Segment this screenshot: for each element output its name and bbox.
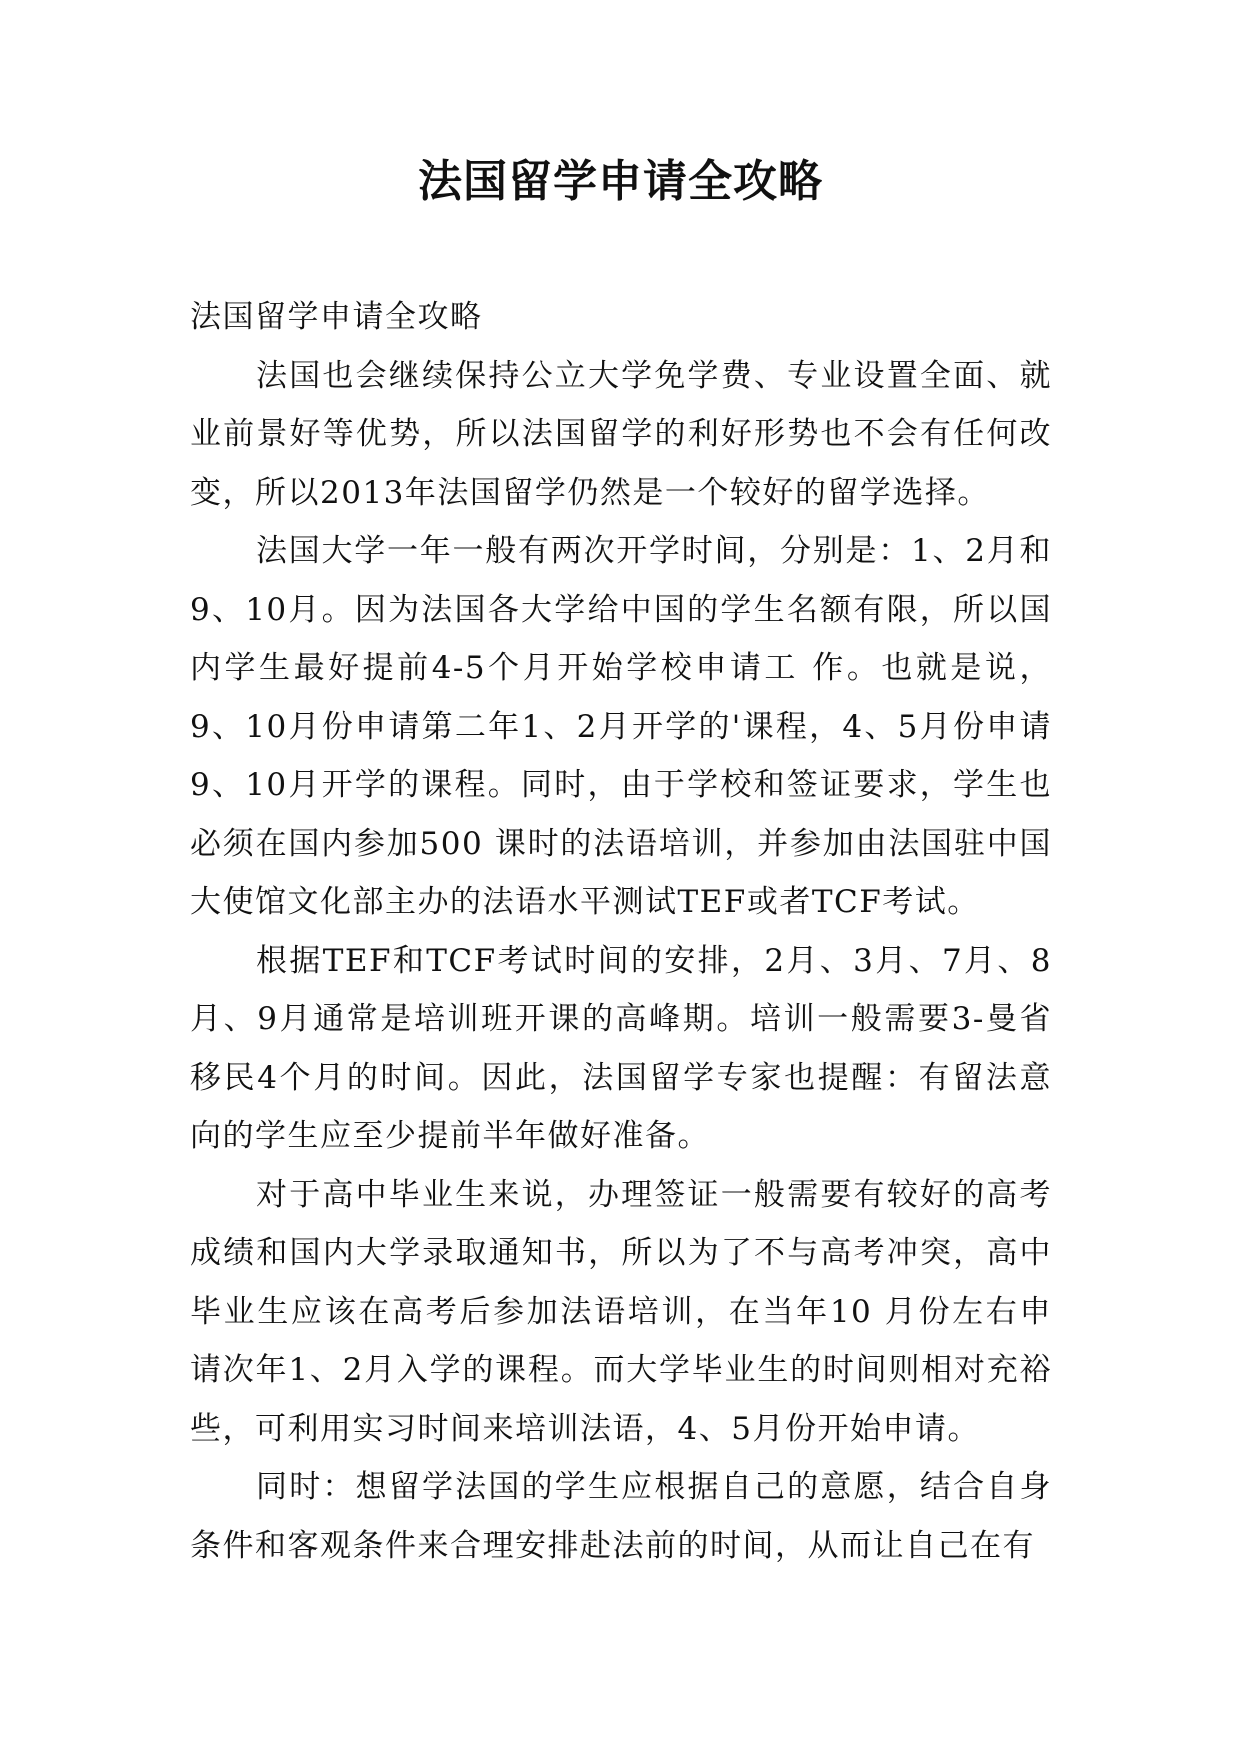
paragraph-3: 根据TEF和TCF考试时间的安排，2月、3月、7月、8月、9月通常是培训班开课的高峰期。培训一般需要3-曼省移民4个月的时间。因此，法国留学专家也提醒：有留法意向的学生应至少提前半年做好准备。 <box>190 942 1052 1154</box>
document-title: 法国留学申请全攻略 <box>418 156 823 207</box>
document-body <box>190 288 1052 1575</box>
paragraph-4: 对于高中毕业生来说，办理签证一般需要有较好的高考成绩和国内大学录取通知书，所以为了不与高考冲突，高中毕业生应该在高考后参加法语培训，在当年10 月份左右申请次年1、2月入学的课程。而大学毕业生的时间则相对充裕些，可利用实习时间来培训法语，4、5月份开始申请。 <box>190 1176 1052 1447</box>
paragraph-5: 同时：想留学法国的学生应根据自己的意愿，结合自身条件和客观条件来合理安排赴法前的时间，从而让自己在有 <box>190 1469 1052 1564</box>
document-subtitle: 法国留学申请全攻略 <box>190 299 483 335</box>
paragraph-1: 法国也会继续保持公立大学免学费、专业设置全面、就业前景好等优势，所以法国留学的利好形势也不会有任何改变，所以2013年法国留学仍然是一个较好的留学选择。 <box>190 357 1052 511</box>
paragraph-2: 法国大学一年一般有两次开学时间，分别是：1、2月和9、10月。因为法国各大学给中国的学生名额有限，所以国内学生最好提前4-5个月开始学校申请工 作。也就是说，9、10月份申请第二年1、2月开学的'课程，4、5月份申请9、10月开学的课程。同时，由于学校和签证要求，学生也必须在国内参加500 课时的法语培训，并参加由法国驻中国大使馆文化部主办的法语水平测试TEF或者TCF考试。 <box>190 533 1052 920</box>
